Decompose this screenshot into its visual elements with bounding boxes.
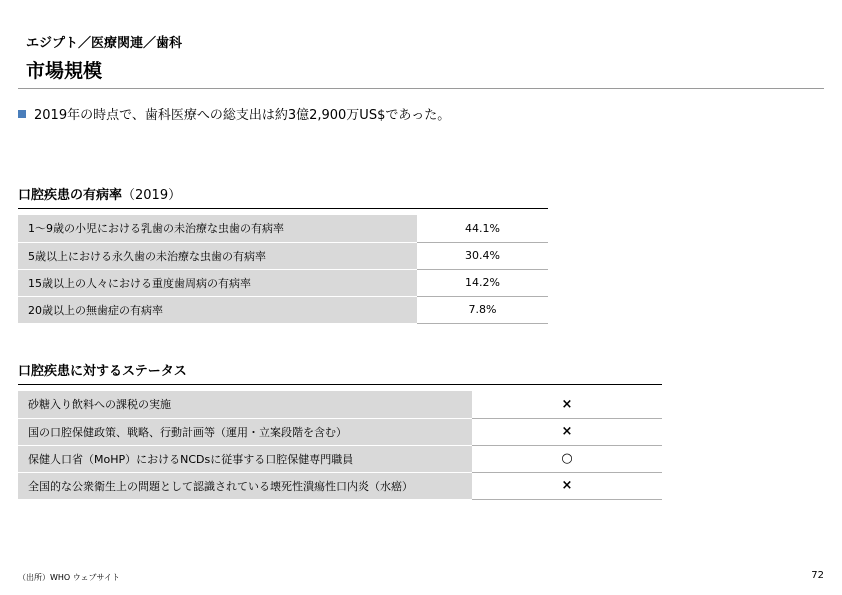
row-label: 1～9歳の小児における乳歯の未治療な虫歯の有病率 <box>18 215 417 242</box>
page-number: 72 <box>811 570 824 581</box>
table-row <box>18 215 548 242</box>
table-row <box>18 445 662 472</box>
row-value: 44.1% <box>417 215 548 242</box>
row-label: 5歳以上における永久歯の未治療な虫歯の有病率 <box>18 242 417 269</box>
row-value: 7.8% <box>417 296 548 323</box>
title-divider <box>18 88 824 89</box>
table-row <box>18 242 548 269</box>
status-mark: × <box>472 472 662 499</box>
summary-bullet <box>18 104 450 123</box>
page-title: 市場規模 <box>26 60 103 82</box>
row-value: 30.4% <box>417 242 548 269</box>
row-label: 国の口腔保健政策、戦略、行動計画等（運用・立案段階を含む） <box>18 418 472 445</box>
table-row <box>18 269 548 296</box>
prevalence-heading-text: 口腔疾患の有病率 <box>18 188 123 203</box>
bullet-square-icon <box>18 110 26 118</box>
status-mark: × <box>472 391 662 418</box>
prevalence-table <box>18 215 548 324</box>
breadcrumb: エジプト／医療関連／歯科 <box>26 36 183 51</box>
source-note: （出所）WHO ウェブサイト <box>18 573 120 582</box>
row-label: 20歳以上の無歯症の有病率 <box>18 296 417 323</box>
row-label: 保健人口省（MoHP）におけるNCDsに従事する口腔保健専門職員 <box>18 445 472 472</box>
prevalence-heading-rule <box>18 208 548 209</box>
row-label: 15歳以上の人々における重度歯周病の有病率 <box>18 269 417 296</box>
table-row <box>18 472 662 499</box>
table-row <box>18 296 548 323</box>
table-row <box>18 391 662 418</box>
status-table <box>18 391 662 500</box>
status-heading-rule <box>18 384 662 385</box>
status-heading: 口腔疾患に対するステータス <box>18 364 187 379</box>
row-label: 全国的な公衆衛生上の問題として認識されている壊死性潰瘍性口内炎（水癌） <box>18 472 472 499</box>
summary-text: 2019年の時点で、歯科医療への総支出は約3億2,900万US$であった。 <box>34 108 451 123</box>
row-label: 砂糖入り飲料への課税の実施 <box>18 391 472 418</box>
prevalence-heading-year: （2019） <box>122 188 182 203</box>
status-mark: ○ <box>472 445 662 472</box>
status-mark: × <box>472 418 662 445</box>
prevalence-heading <box>18 184 181 203</box>
row-value: 14.2% <box>417 269 548 296</box>
table-row <box>18 418 662 445</box>
